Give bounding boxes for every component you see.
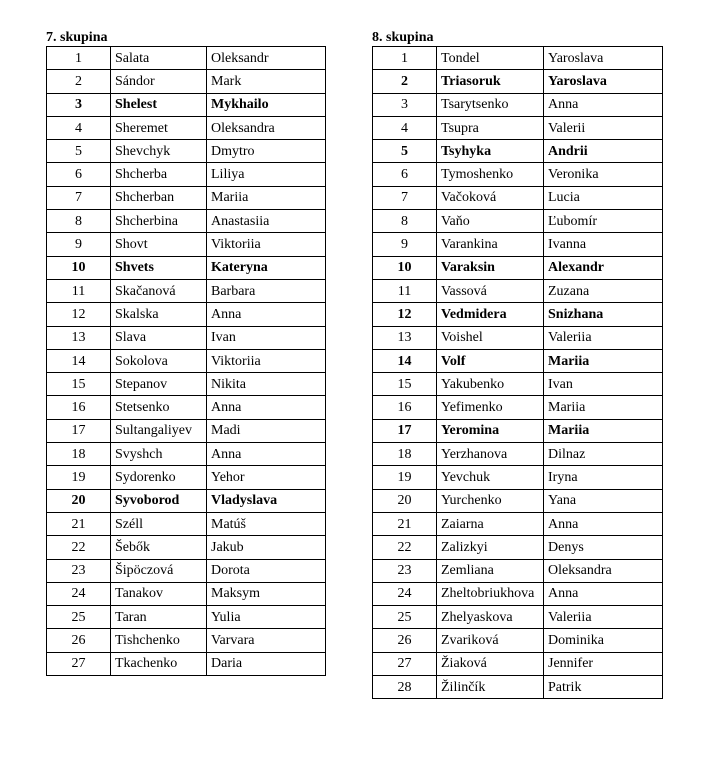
given-name-cell: Dmytro [207, 140, 326, 163]
given-name-cell: Mariia [544, 396, 663, 419]
table-row [373, 489, 663, 512]
row-number: 12 [47, 303, 111, 326]
table-row [373, 512, 663, 535]
table-row [373, 186, 663, 209]
surname-cell: Yerzhanova [437, 443, 544, 466]
surname-cell: Šipöczová [111, 559, 207, 582]
row-number: 16 [47, 396, 111, 419]
row-number: 18 [47, 443, 111, 466]
table-row [373, 676, 663, 699]
given-name-cell: Dorota [207, 559, 326, 582]
row-number: 27 [373, 652, 437, 675]
row-number: 3 [373, 93, 437, 116]
given-name-cell: Daria [207, 652, 326, 675]
table-row [373, 559, 663, 582]
surname-cell: Shcherba [111, 163, 207, 186]
table-row [373, 396, 663, 419]
surname-cell: Tishchenko [111, 629, 207, 652]
given-name-cell: Ivan [544, 373, 663, 396]
row-number: 19 [47, 466, 111, 489]
table-row [373, 303, 663, 326]
table-row [373, 256, 663, 279]
surname-cell: Vačoková [437, 186, 544, 209]
row-number: 3 [47, 93, 111, 116]
row-number: 15 [47, 373, 111, 396]
surname-cell: Shevchyk [111, 140, 207, 163]
given-name-cell: Denys [544, 536, 663, 559]
given-name-cell: Viktoriia [207, 233, 326, 256]
given-name-cell: Oleksandra [207, 116, 326, 139]
surname-cell: Tondel [437, 47, 544, 70]
given-name-cell: Dominika [544, 629, 663, 652]
given-name-cell: Valeriia [544, 606, 663, 629]
surname-cell: Salata [111, 47, 207, 70]
row-number: 10 [47, 256, 111, 279]
surname-cell: Syvoborod [111, 489, 207, 512]
given-name-cell: Vladyslava [207, 489, 326, 512]
row-number: 22 [373, 536, 437, 559]
row-number: 13 [373, 326, 437, 349]
table-row [373, 70, 663, 93]
surname-cell: Žiaková [437, 652, 544, 675]
row-number: 19 [373, 466, 437, 489]
surname-cell: Sándor [111, 70, 207, 93]
table-row [47, 93, 326, 116]
given-name-cell: Viktoriia [207, 349, 326, 372]
given-name-cell: Mariia [207, 186, 326, 209]
given-name-cell: Nikita [207, 373, 326, 396]
surname-cell: Sydorenko [111, 466, 207, 489]
surname-cell: Tsyhyka [437, 140, 544, 163]
given-name-cell: Snizhana [544, 303, 663, 326]
row-number: 5 [373, 140, 437, 163]
given-name-cell: Jennifer [544, 652, 663, 675]
given-name-cell: Jakub [207, 536, 326, 559]
table-row [47, 419, 326, 442]
table-row [47, 210, 326, 233]
surname-cell: Žilinčík [437, 676, 544, 699]
table-row [373, 419, 663, 442]
row-number: 4 [47, 116, 111, 139]
given-name-cell: Anna [207, 396, 326, 419]
surname-cell: Zemliana [437, 559, 544, 582]
row-number: 7 [373, 186, 437, 209]
table-row [47, 536, 326, 559]
surname-cell: Tymoshenko [437, 163, 544, 186]
row-number: 22 [47, 536, 111, 559]
given-name-cell: Madi [207, 419, 326, 442]
table-row [47, 466, 326, 489]
given-name-cell: Ľubomír [544, 210, 663, 233]
surname-cell: Taran [111, 606, 207, 629]
row-number: 8 [47, 210, 111, 233]
given-name-cell: Zuzana [544, 279, 663, 302]
table-row [373, 606, 663, 629]
given-name-cell: Anna [544, 512, 663, 535]
given-name-cell: Oleksandra [544, 559, 663, 582]
surname-cell: Zvariková [437, 629, 544, 652]
row-number: 27 [47, 652, 111, 675]
table-row [47, 70, 326, 93]
table-row [47, 326, 326, 349]
table-row [47, 396, 326, 419]
given-name-cell: Valerii [544, 116, 663, 139]
row-number: 8 [373, 210, 437, 233]
surname-cell: Varaksin [437, 256, 544, 279]
surname-cell: Shelest [111, 93, 207, 116]
row-number: 14 [373, 349, 437, 372]
table-row [373, 47, 663, 70]
row-number: 24 [373, 582, 437, 605]
surname-cell: Zheltobriukhova [437, 582, 544, 605]
row-number: 1 [47, 47, 111, 70]
table-row [47, 233, 326, 256]
table-row [47, 140, 326, 163]
surname-cell: Vaňo [437, 210, 544, 233]
row-number: 20 [47, 489, 111, 512]
row-number: 21 [47, 512, 111, 535]
row-number: 2 [373, 70, 437, 93]
given-name-cell: Yaroslava [544, 47, 663, 70]
group-8-table [372, 46, 663, 699]
given-name-cell: Yehor [207, 466, 326, 489]
group-8-section [372, 30, 663, 699]
given-name-cell: Liliya [207, 163, 326, 186]
surname-cell: Yeromina [437, 419, 544, 442]
table-row [373, 140, 663, 163]
row-number: 6 [47, 163, 111, 186]
row-number: 12 [373, 303, 437, 326]
row-number: 10 [373, 256, 437, 279]
surname-cell: Vassová [437, 279, 544, 302]
surname-cell: Sokolova [111, 349, 207, 372]
given-name-cell: Lucia [544, 186, 663, 209]
surname-cell: Shovt [111, 233, 207, 256]
given-name-cell: Anna [544, 93, 663, 116]
table-row [373, 93, 663, 116]
table-row [47, 279, 326, 302]
row-number: 13 [47, 326, 111, 349]
given-name-cell: Yaroslava [544, 70, 663, 93]
table-row [373, 536, 663, 559]
surname-cell: Yevchuk [437, 466, 544, 489]
surname-cell: Vedmidera [437, 303, 544, 326]
surname-cell: Voishel [437, 326, 544, 349]
given-name-cell: Andrii [544, 140, 663, 163]
surname-cell: Széll [111, 512, 207, 535]
given-name-cell: Alexandr [544, 256, 663, 279]
surname-cell: Triasoruk [437, 70, 544, 93]
table-row [47, 349, 326, 372]
given-name-cell: Anna [207, 303, 326, 326]
surname-cell: Shvets [111, 256, 207, 279]
surname-cell: Stepanov [111, 373, 207, 396]
row-number: 11 [373, 279, 437, 302]
table-row [47, 116, 326, 139]
table-row [373, 279, 663, 302]
given-name-cell: Veronika [544, 163, 663, 186]
table-row [373, 652, 663, 675]
surname-cell: Shcherban [111, 186, 207, 209]
given-name-cell: Anna [207, 443, 326, 466]
row-number: 6 [373, 163, 437, 186]
given-name-cell: Mariia [544, 419, 663, 442]
row-number: 24 [47, 582, 111, 605]
surname-cell: Tkachenko [111, 652, 207, 675]
surname-cell: Sultangaliyev [111, 419, 207, 442]
group-8-title: 8. skupina [372, 30, 434, 45]
table-row [373, 210, 663, 233]
given-name-cell: Patrik [544, 676, 663, 699]
surname-cell: Skalska [111, 303, 207, 326]
given-name-cell: Kateryna [207, 256, 326, 279]
given-name-cell: Mykhailo [207, 93, 326, 116]
row-number: 9 [47, 233, 111, 256]
row-number: 23 [373, 559, 437, 582]
table-row [373, 326, 663, 349]
given-name-cell: Yana [544, 489, 663, 512]
table-row [47, 303, 326, 326]
row-number: 26 [47, 629, 111, 652]
surname-cell: Svyshch [111, 443, 207, 466]
given-name-cell: Oleksandr [207, 47, 326, 70]
table-row [47, 47, 326, 70]
row-number: 4 [373, 116, 437, 139]
row-number: 1 [373, 47, 437, 70]
table-row [373, 373, 663, 396]
table-row [373, 349, 663, 372]
row-number: 17 [47, 419, 111, 442]
group-7-section [46, 30, 326, 676]
given-name-cell: Iryna [544, 466, 663, 489]
surname-cell: Stetsenko [111, 396, 207, 419]
given-name-cell: Maksym [207, 582, 326, 605]
given-name-cell: Ivanna [544, 233, 663, 256]
row-number: 11 [47, 279, 111, 302]
row-number: 20 [373, 489, 437, 512]
table-row [47, 373, 326, 396]
surname-cell: Yakubenko [437, 373, 544, 396]
table-row [47, 163, 326, 186]
surname-cell: Yefimenko [437, 396, 544, 419]
table-row [373, 629, 663, 652]
surname-cell: Slava [111, 326, 207, 349]
row-number: 21 [373, 512, 437, 535]
table-row [47, 489, 326, 512]
table-row [373, 466, 663, 489]
table-row [47, 629, 326, 652]
table-row [47, 559, 326, 582]
row-number: 2 [47, 70, 111, 93]
given-name-cell: Valeriia [544, 326, 663, 349]
given-name-cell: Anastasiia [207, 210, 326, 233]
surname-cell: Zalizkyi [437, 536, 544, 559]
row-number: 25 [373, 606, 437, 629]
table-row [47, 606, 326, 629]
table-row [373, 163, 663, 186]
table-row [373, 582, 663, 605]
table-row [47, 256, 326, 279]
surname-cell: Volf [437, 349, 544, 372]
row-number: 7 [47, 186, 111, 209]
surname-cell: Sheremet [111, 116, 207, 139]
group-7-table [46, 46, 326, 676]
given-name-cell: Yulia [207, 606, 326, 629]
given-name-cell: Barbara [207, 279, 326, 302]
surname-cell: Zaiarna [437, 512, 544, 535]
row-number: 16 [373, 396, 437, 419]
row-number: 28 [373, 676, 437, 699]
given-name-cell: Matúš [207, 512, 326, 535]
surname-cell: Varankina [437, 233, 544, 256]
table-row [373, 116, 663, 139]
row-number: 18 [373, 443, 437, 466]
row-number: 17 [373, 419, 437, 442]
table-row [47, 443, 326, 466]
row-number: 23 [47, 559, 111, 582]
surname-cell: Shcherbina [111, 210, 207, 233]
table-row [47, 652, 326, 675]
surname-cell: Tsarytsenko [437, 93, 544, 116]
given-name-cell: Dilnaz [544, 443, 663, 466]
table-row [373, 443, 663, 466]
surname-cell: Zhelyaskova [437, 606, 544, 629]
table-row [47, 582, 326, 605]
given-name-cell: Varvara [207, 629, 326, 652]
row-number: 26 [373, 629, 437, 652]
surname-cell: Tanakov [111, 582, 207, 605]
table-row [373, 233, 663, 256]
row-number: 9 [373, 233, 437, 256]
surname-cell: Šebők [111, 536, 207, 559]
given-name-cell: Anna [544, 582, 663, 605]
table-row [47, 512, 326, 535]
surname-cell: Yurchenko [437, 489, 544, 512]
given-name-cell: Ivan [207, 326, 326, 349]
surname-cell: Tsupra [437, 116, 544, 139]
table-row [47, 186, 326, 209]
row-number: 14 [47, 349, 111, 372]
row-number: 5 [47, 140, 111, 163]
row-number: 25 [47, 606, 111, 629]
surname-cell: Skačanová [111, 279, 207, 302]
group-7-title: 7. skupina [46, 30, 108, 45]
given-name-cell: Mariia [544, 349, 663, 372]
given-name-cell: Mark [207, 70, 326, 93]
row-number: 15 [373, 373, 437, 396]
